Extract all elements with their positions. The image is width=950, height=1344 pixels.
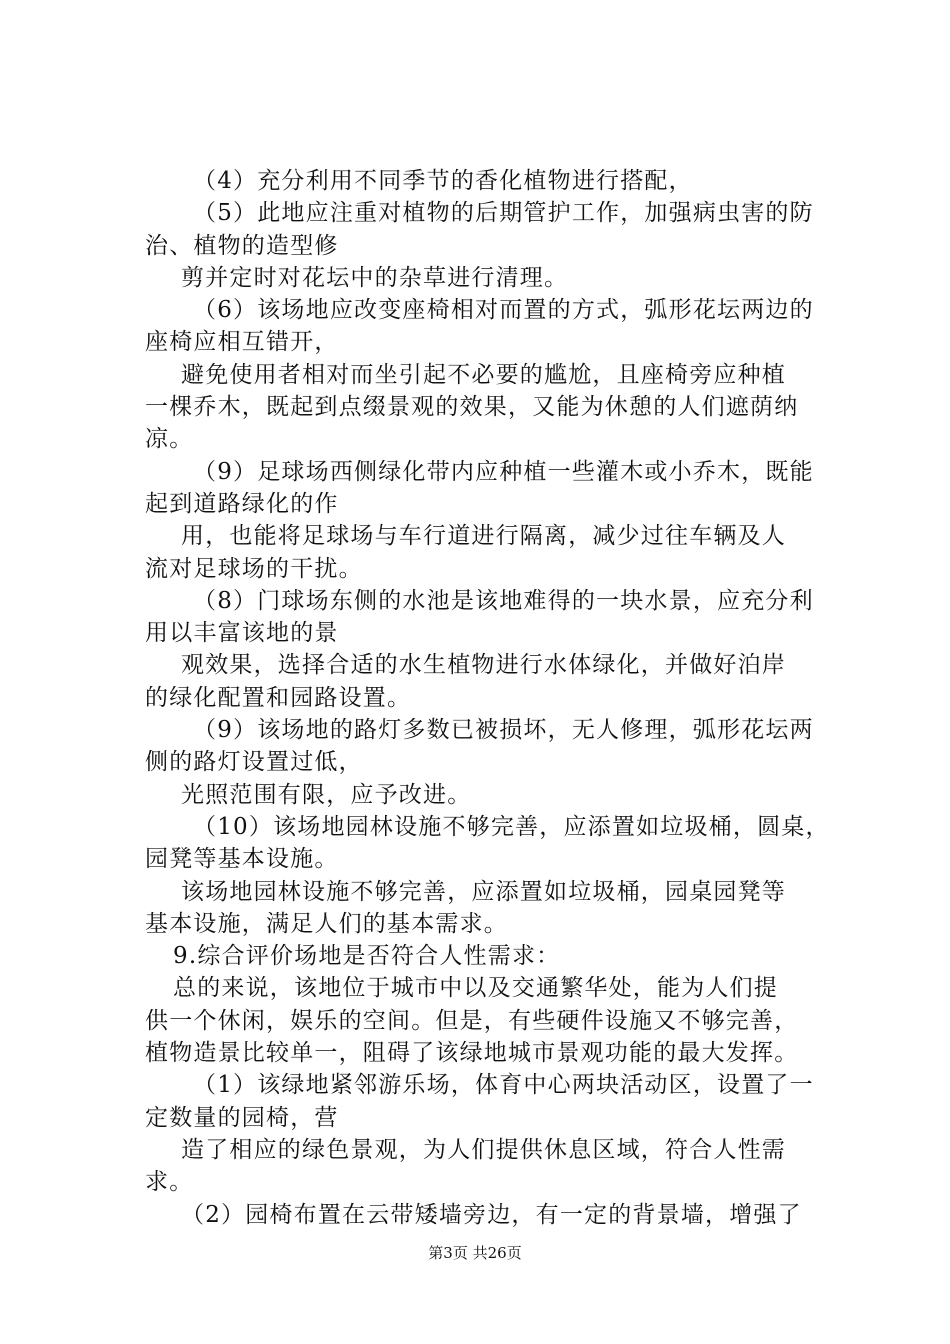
text-line: （10）该场地园林设施不够完善，应添置如垃圾桶，圆桌， — [193, 813, 830, 840]
text-line: 求。 — [145, 1169, 194, 1196]
text-line: 一棵乔木，既起到点缀景观的效果，又能为休憩的人们遮荫纳 — [145, 394, 799, 421]
body-text — [145, 165, 835, 1231]
text-line: （5）此地应注重对植物的后期管护工作，加强病虫害的防 — [193, 200, 814, 227]
text-line: 造了相应的绿色景观，为人们提供休息区域，符合人性需 — [181, 1136, 786, 1163]
text-line: 供一个休闲，娱乐的空间。但是，有些硬件设施又不够完善， — [145, 1007, 799, 1034]
text-line: 植物造景比较单一，阻碍了该绿地城市景观功能的最大发挥。 — [145, 1040, 799, 1067]
text-line: 园凳等基本设施。 — [145, 846, 339, 873]
text-line: 光照范围有限，应予改进。 — [181, 781, 472, 808]
text-line: 治、植物的造型修 — [145, 232, 339, 259]
text-line: （9）该场地的路灯多数已被损坏，无人修理，弧形花坛两 — [193, 717, 814, 744]
text-line: 凉。 — [145, 426, 194, 453]
text-line: 起到道路绿化的作 — [145, 490, 339, 517]
text-line: （1）该绿地紧邻游乐场，体育中心两块活动区，设置了一 — [193, 1072, 814, 1099]
text-line: （9）足球场西侧绿化带内应种植一些灌木或小乔木，既能 — [193, 458, 814, 485]
text-line: 基本设施，满足人们的基本需求。 — [145, 910, 508, 937]
text-line: 剪并定时对花坛中的杂草进行清理。 — [181, 264, 569, 291]
text-line: 该场地园林设施不够完善，应添置如垃圾桶，园桌园凳等 — [181, 878, 786, 905]
text-line: 流对足球场的干扰。 — [145, 555, 363, 582]
text-line: 座椅应相互错开， — [145, 329, 339, 356]
text-line: 定数量的园椅，营 — [145, 1104, 339, 1131]
text-line: （4）充分利用不同季节的香化植物进行搭配， — [193, 168, 693, 194]
text-line: 避免使用者相对而坐引起不必要的尴尬，且座椅旁应种植 — [181, 361, 786, 388]
text-line: 9.综合评价场地是否符合人性需求： — [173, 943, 561, 970]
text-line: 总的来说，该地位于城市中以及交通繁华处，能为人们提 — [173, 975, 778, 1002]
text-line: 观效果，选择合适的水生植物进行水体绿化，并做好泊岸 — [181, 652, 786, 679]
text-line: 侧的路灯设置过低， — [145, 749, 363, 776]
page-footer: 第3页 共26页 — [428, 1244, 522, 1262]
text-line: （8）门球场东侧的水池是该地难得的一块水景，应充分利 — [193, 587, 814, 614]
text-line: （2）园椅布置在云带矮墙旁边，有一定的背景墙，增强了 — [181, 1201, 802, 1228]
text-line: 用以丰富该地的景 — [145, 620, 339, 647]
text-line: 的绿化配置和园路设置。 — [145, 684, 412, 711]
text-line: 用，也能将足球场与车行道进行隔离，减少过往车辆及人 — [181, 523, 786, 550]
text-line: （6）该场地应改变座椅相对而置的方式，弧形花坛两边的 — [193, 297, 814, 324]
